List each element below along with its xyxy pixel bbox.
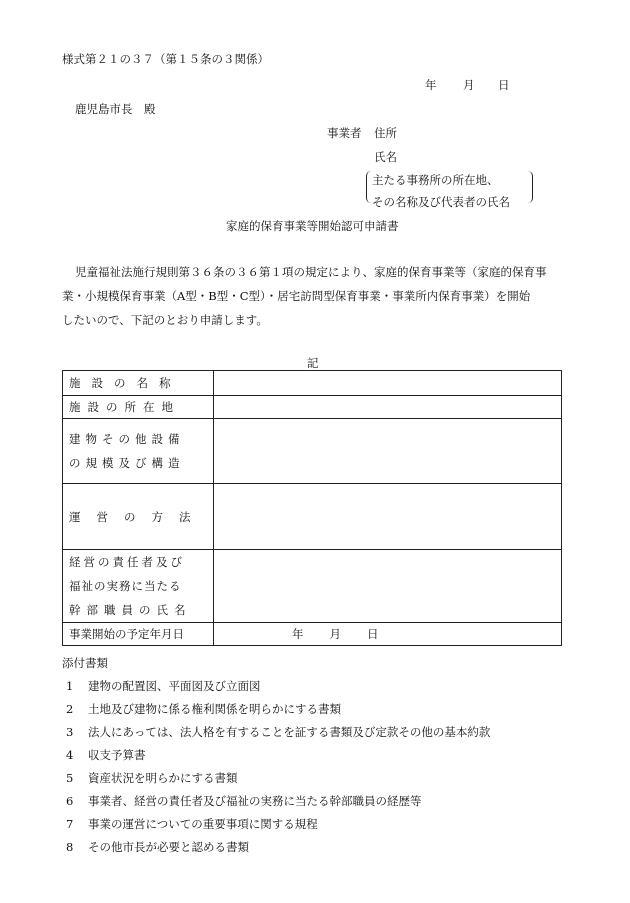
row-label: 建物その他設備 (69, 432, 185, 446)
row-label: 運営の方法 (69, 509, 207, 524)
ki-label: 記 (307, 356, 319, 370)
building-scale-field[interactable] (214, 419, 562, 484)
facility-location-field[interactable] (214, 396, 562, 419)
list-item: 7 事業の運営についての重要事項に関する規程 (66, 817, 318, 831)
row-label: 施設の名称 (69, 376, 182, 390)
list-item: 5 資産状況を明らかにする書類 (66, 771, 238, 785)
responsible-persons-field[interactable] (214, 550, 562, 623)
body-line-1: 児童福祉法施行規則第３６条の３６第１項の規定により、家庭的保育事業等（家庭的保育事 (75, 265, 547, 279)
list-item: 2 土地及び建物に係る権利関係を明らかにする書類 (66, 702, 341, 716)
address-label: 住所 (374, 126, 397, 140)
table-row (63, 419, 562, 484)
list-item: 1 建物の配置図、平面図及び立面図 (66, 679, 261, 693)
row-label: の規模及び構造 (69, 456, 185, 470)
row-label: 福祉の実務に当たる (69, 579, 182, 593)
table-row (63, 623, 562, 646)
operation-method-field[interactable] (214, 484, 562, 550)
applicant-label: 事業者 (327, 126, 362, 140)
document-title: 家庭的保育事業等開始認可申請書 (226, 219, 399, 233)
facility-name-field[interactable] (214, 371, 562, 396)
date-day: 日 (498, 78, 510, 92)
form-number: 様式第２１の３７（第１５条の３関係） (62, 52, 269, 66)
table-row (63, 396, 562, 419)
date-month: 月 (463, 78, 475, 92)
name-label: 氏名 (374, 150, 397, 164)
list-item: 6 事業者、経営の責任者及び福祉の実務に当たる幹部職員の経歴等 (66, 794, 422, 808)
row-label: 施設の所在地 (69, 400, 180, 414)
start-date-field[interactable]: 年 月 日 (214, 623, 562, 646)
table-row (63, 550, 562, 623)
body-line-2: 業・小規模保育事業（A型・B型・C型）・居宅訪問型保育事業・事業所内保育事業）を開始 (62, 289, 531, 303)
note-line-1: 主たる事務所の所在地、 (372, 173, 499, 187)
list-item: 4 収支予算書 (66, 748, 146, 762)
note-line-2: その名称及び代表者の氏名 (372, 195, 510, 209)
attachments-heading: 添付書類 (62, 656, 108, 670)
body-line-3: したいので、下記のとおり申請します。 (62, 313, 268, 327)
table-row (63, 484, 562, 550)
list-item: 8 その他市長が必要と認める書類 (66, 840, 249, 854)
table-row (63, 371, 562, 396)
addressee: 鹿児島市長 殿 (75, 102, 156, 116)
row-label: 経営の責任者及び (69, 555, 185, 569)
application-table (62, 370, 562, 646)
date-year: 年 (425, 78, 437, 92)
list-item: 3 法人にあっては、法人格を有することを証する書類及び定款その他の基本約款 (66, 725, 491, 739)
row-label: 事業開始の予定年月日 (69, 627, 184, 641)
row-label: 幹部職員の氏名 (69, 603, 192, 617)
